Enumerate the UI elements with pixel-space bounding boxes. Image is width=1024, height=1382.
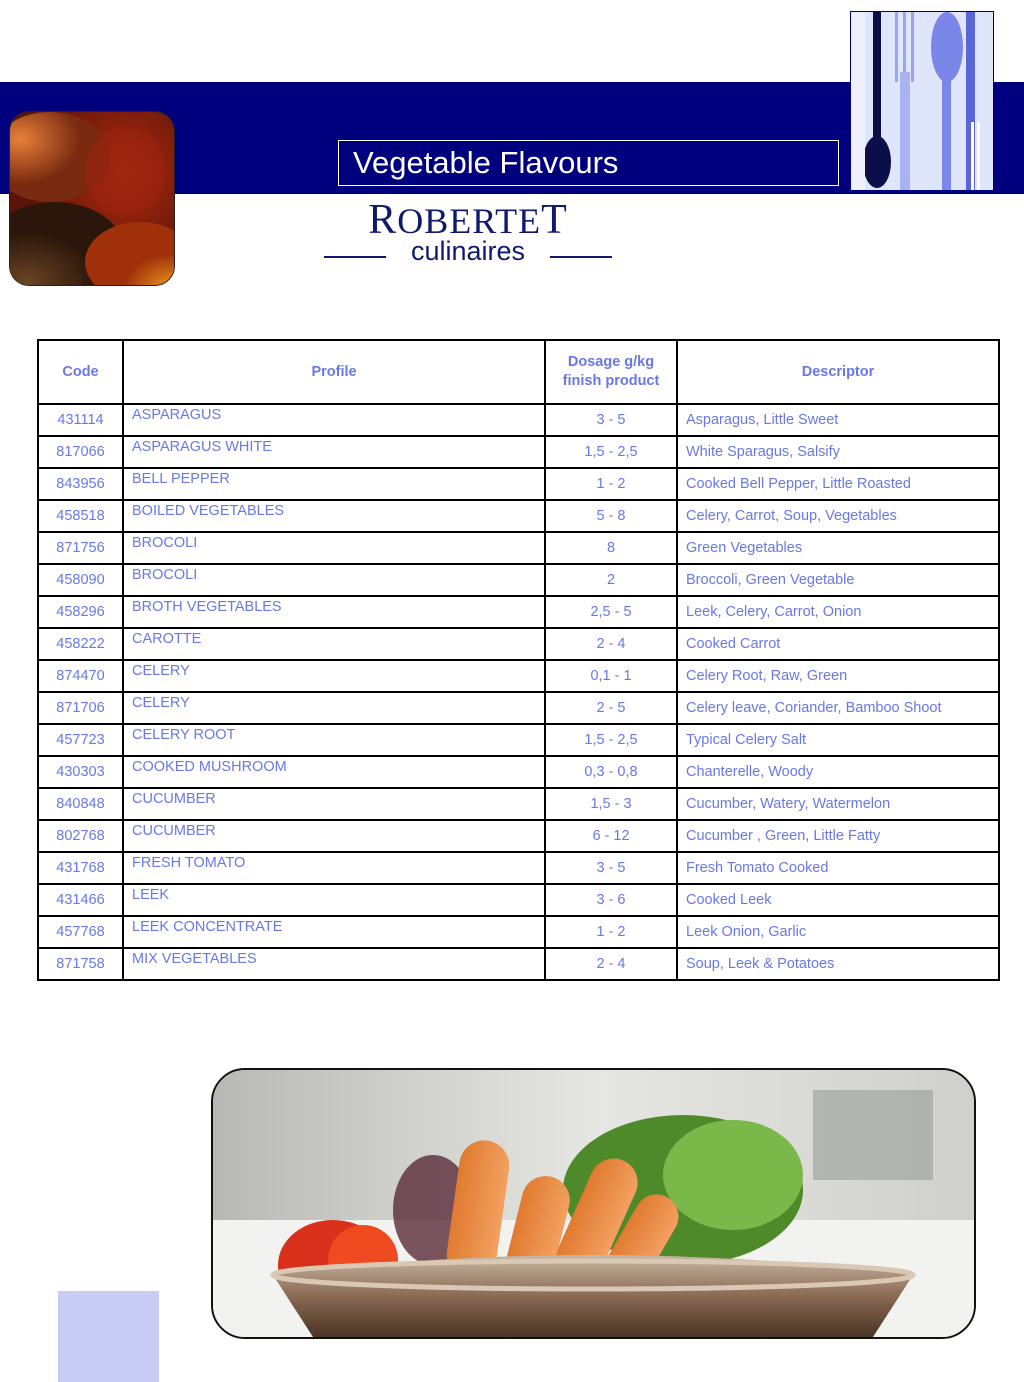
cell-descriptor: Celery Root, Raw, Green — [677, 660, 999, 692]
cutlery-image — [850, 11, 994, 191]
cell-code: 817066 — [38, 436, 123, 468]
table-row — [38, 756, 999, 788]
cell-descriptor: Asparagus, Little Sweet — [677, 404, 999, 436]
logo-rule-left — [324, 256, 386, 258]
robertet-logo — [322, 197, 614, 266]
cell-profile: ASPARAGUS WHITE — [123, 436, 545, 468]
table-row — [38, 468, 999, 500]
cell-descriptor: Cucumber , Green, Little Fatty — [677, 820, 999, 852]
cell-dosage: 2 - 4 — [545, 948, 677, 980]
decorative-square — [58, 1291, 159, 1382]
cell-dosage: 6 - 12 — [545, 820, 677, 852]
cell-dosage: 2 - 5 — [545, 692, 677, 724]
cell-descriptor: Typical Celery Salt — [677, 724, 999, 756]
table-row — [38, 500, 999, 532]
table-header-row — [38, 340, 999, 404]
logo-subtitle — [322, 236, 614, 266]
spices-illustration — [10, 112, 174, 285]
cell-code: 802768 — [38, 820, 123, 852]
table-row — [38, 628, 999, 660]
cell-profile: ASPARAGUS — [123, 404, 545, 436]
cell-dosage: 8 — [545, 532, 677, 564]
header-descriptor: Descriptor — [677, 340, 999, 404]
cell-descriptor: Green Vegetables — [677, 532, 999, 564]
cell-dosage: 3 - 6 — [545, 884, 677, 916]
cell-profile: LEEK CONCENTRATE — [123, 916, 545, 948]
cell-code: 457723 — [38, 724, 123, 756]
flavours-table — [37, 339, 1000, 981]
cell-descriptor: Celery, Carrot, Soup, Vegetables — [677, 500, 999, 532]
table-row — [38, 436, 999, 468]
vegetables-illustration — [213, 1070, 974, 1337]
header-profile: Profile — [123, 340, 545, 404]
cell-dosage: 1 - 2 — [545, 468, 677, 500]
cell-code: 431768 — [38, 852, 123, 884]
cell-code: 871706 — [38, 692, 123, 724]
cell-dosage: 5 - 8 — [545, 500, 677, 532]
table-row — [38, 596, 999, 628]
table-row — [38, 692, 999, 724]
cell-profile: CAROTTE — [123, 628, 545, 660]
cutlery-illustration — [851, 12, 993, 190]
header-dosage-line1: Dosage g/kg — [567, 354, 655, 370]
cell-descriptor: Cooked Bell Pepper, Little Roasted — [677, 468, 999, 500]
cell-code: 431114 — [38, 404, 123, 436]
cell-code: 457768 — [38, 916, 123, 948]
cell-descriptor: Leek, Celery, Carrot, Onion — [677, 596, 999, 628]
cell-dosage: 0,3 - 0,8 — [545, 756, 677, 788]
cell-dosage: 3 - 5 — [545, 852, 677, 884]
cell-profile: BROTH VEGETABLES — [123, 596, 545, 628]
table-row — [38, 788, 999, 820]
cell-code: 431466 — [38, 884, 123, 916]
cell-profile: CELERY ROOT — [123, 724, 545, 756]
cell-dosage: 2 — [545, 564, 677, 596]
cell-code: 458518 — [38, 500, 123, 532]
cell-descriptor: Cooked Leek — [677, 884, 999, 916]
table-row — [38, 852, 999, 884]
cell-profile: BOILED VEGETABLES — [123, 500, 545, 532]
cell-code: 871756 — [38, 532, 123, 564]
cell-descriptor: Cooked Carrot — [677, 628, 999, 660]
logo-brand-text: ROBERTET — [368, 197, 568, 243]
cell-dosage: 3 - 5 — [545, 404, 677, 436]
cell-profile: LEEK — [123, 884, 545, 916]
table-row — [38, 404, 999, 436]
header-code: Code — [38, 340, 123, 404]
table-row — [38, 820, 999, 852]
cell-descriptor: Broccoli, Green Vegetable — [677, 564, 999, 596]
cell-profile: BROCOLI — [123, 532, 545, 564]
cell-descriptor: Soup, Leek & Potatoes — [677, 948, 999, 980]
cell-descriptor: Celery leave, Coriander, Bamboo Shoot — [677, 692, 999, 724]
table-body — [38, 404, 999, 980]
cell-profile: BELL PEPPER — [123, 468, 545, 500]
page-title: Vegetable Flavours — [338, 140, 839, 186]
vegetables-photo — [211, 1068, 976, 1339]
table-row — [38, 948, 999, 980]
cell-dosage: 1,5 - 2,5 — [545, 724, 677, 756]
cell-profile: CELERY — [123, 692, 545, 724]
cell-descriptor: Fresh Tomato Cooked — [677, 852, 999, 884]
cell-code: 840848 — [38, 788, 123, 820]
cell-dosage: 2,5 - 5 — [545, 596, 677, 628]
table-row — [38, 532, 999, 564]
cell-code: 458090 — [38, 564, 123, 596]
logo-rule-right — [550, 256, 612, 258]
table-row — [38, 724, 999, 756]
cell-profile: BROCOLI — [123, 564, 545, 596]
table-row — [38, 916, 999, 948]
cell-dosage: 1,5 - 3 — [545, 788, 677, 820]
logo-subtitle-text: culinaires — [410, 236, 526, 266]
cell-profile: MIX VEGETABLES — [123, 948, 545, 980]
cell-dosage: 1,5 - 2,5 — [545, 436, 677, 468]
spices-photo — [9, 111, 175, 286]
cell-profile: COOKED MUSHROOM — [123, 756, 545, 788]
cell-code: 843956 — [38, 468, 123, 500]
cell-profile: FRESH TOMATO — [123, 852, 545, 884]
cell-descriptor: Cucumber, Watery, Watermelon — [677, 788, 999, 820]
table-row — [38, 660, 999, 692]
table-row — [38, 884, 999, 916]
cell-code: 458222 — [38, 628, 123, 660]
cell-code: 871758 — [38, 948, 123, 980]
cell-profile: CUCUMBER — [123, 788, 545, 820]
cell-profile: CELERY — [123, 660, 545, 692]
cell-code: 874470 — [38, 660, 123, 692]
cell-descriptor: White Sparagus, Salsify — [677, 436, 999, 468]
cell-profile: CUCUMBER — [123, 820, 545, 852]
table-row — [38, 564, 999, 596]
cell-code: 458296 — [38, 596, 123, 628]
cell-descriptor: Leek Onion, Garlic — [677, 916, 999, 948]
header-dosage-line2: finish product — [562, 373, 660, 389]
cell-code: 430303 — [38, 756, 123, 788]
cell-descriptor: Chanterelle, Woody — [677, 756, 999, 788]
cell-dosage: 1 - 2 — [545, 916, 677, 948]
cell-dosage: 2 - 4 — [545, 628, 677, 660]
cell-dosage: 0,1 - 1 — [545, 660, 677, 692]
header-dosage — [545, 340, 677, 404]
